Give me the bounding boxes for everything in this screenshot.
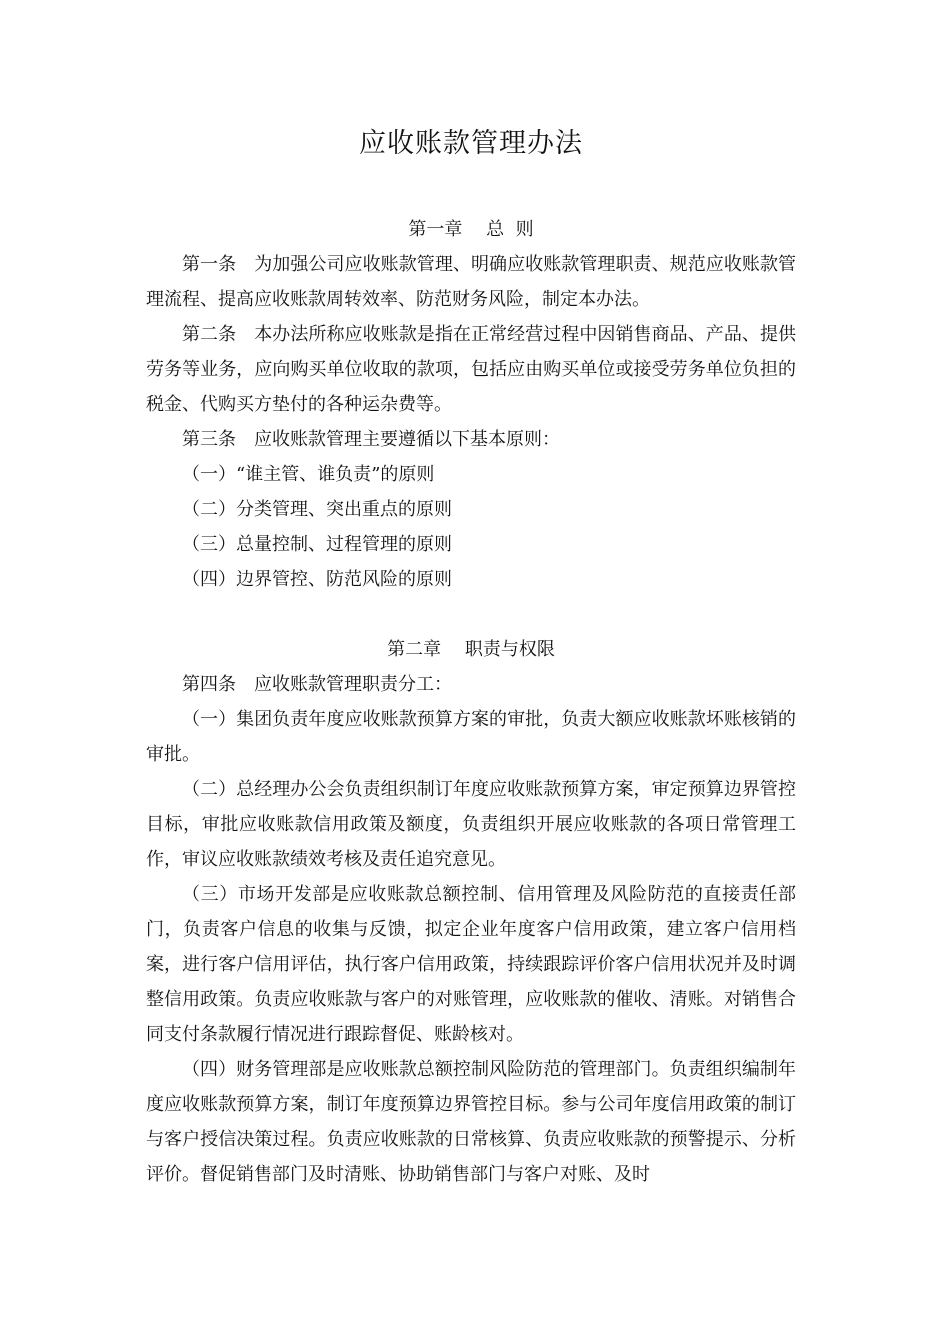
article-3 bbox=[146, 422, 796, 457]
chapter-1 bbox=[146, 212, 796, 597]
chapter-2 bbox=[146, 632, 796, 1192]
article-text: 应收账款管理主要遵循以下基本原则： bbox=[254, 429, 560, 450]
document-title: 应收账款管理办法 bbox=[359, 128, 583, 159]
article-4 bbox=[146, 667, 796, 702]
article-number: 第二条 bbox=[182, 324, 255, 345]
principle-item: （一）“谁主管、谁负责”的原则 bbox=[182, 464, 435, 485]
principle-item: （四）边界管控、防范风险的原则 bbox=[182, 569, 452, 590]
duty-paragraph: （三）市场开发部是应收账款总额控制、信用管理及风险防范的直接责任部门，负责客户信息的收集与反馈，拟定企业年度客户信用政策，建立客户信用档案，进行客户信用评估，执行客户信用政策，持续跟踪评价客户信用状况并及时调整信用政策。负责应收账款与客户的对账管理，应收账款的催收、清账。对销售合同支付条款履行情况进行跟踪督促、账龄核对。 bbox=[146, 884, 796, 1045]
article-text: 本办法所称应收账款是指在正常经营过程中因销售商品、产品、提供劳务等业务，应向购买单位收取的款项，包括应由购买单位或接受劳务单位负担的税金、代购买方垫付的各种运杂费等。 bbox=[146, 324, 797, 415]
article-text: 应收账款管理职责分工： bbox=[254, 674, 452, 695]
article-2 bbox=[146, 317, 796, 422]
article-text: 为加强公司应收账款管理、明确应收账款管理职责、规范应收账款管理流程、提高应收账款周转效率、防范财务风险，制定本办法。 bbox=[146, 254, 797, 310]
chapter-heading: 第一章 总 则 bbox=[408, 219, 534, 240]
article-number: 第一条 bbox=[182, 254, 255, 275]
duty-paragraph: （一）集团负责年度应收账款预算方案的审批，负责大额应收账款坏账核销的审批。 bbox=[146, 709, 796, 765]
principle-item: （三）总量控制、过程管理的原则 bbox=[182, 534, 452, 555]
article-1 bbox=[146, 247, 796, 317]
chapter-heading: 第二章 职责与权限 bbox=[387, 639, 555, 660]
article-number: 第四条 bbox=[182, 674, 254, 695]
duty-paragraph: （四）财务管理部是应收账款总额控制风险防范的管理部门。负责组织编制年度应收账款预算方案，制订年度预算边界管控目标。参与公司年度信用政策的制订与客户授信决策过程。负责应收账款的日常核算、负责应收账款的预警提示、分析评价。督促销售部门及时清账、协助销售部门与客户对账、及时 bbox=[146, 1059, 796, 1185]
duty-paragraph: （二）总经理办公会负责组织制订年度应收账款预算方案，审定预算边界管控目标，审批应收账款信用政策及额度，负责组织开展应收账款的各项日常管理工作，审议应收账款绩效考核及责任追究意见。 bbox=[146, 779, 796, 870]
chapter-spacer bbox=[146, 597, 796, 632]
principle-item: （二）分类管理、突出重点的原则 bbox=[182, 499, 452, 520]
article-number: 第三条 bbox=[182, 429, 254, 450]
